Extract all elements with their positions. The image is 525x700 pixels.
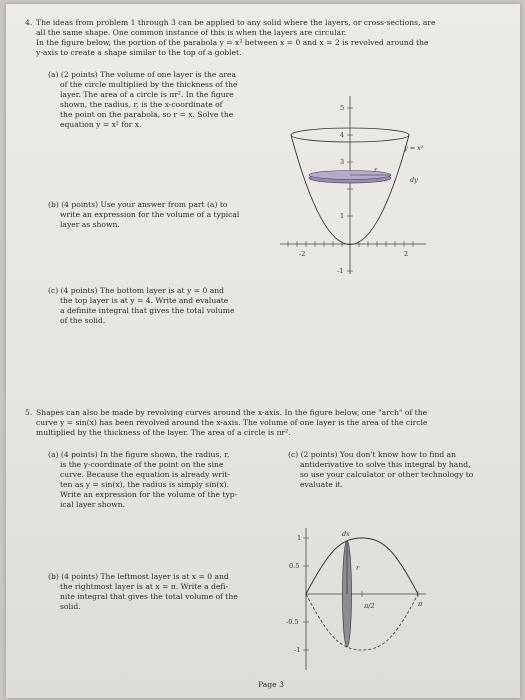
y-tick-label: -1	[294, 646, 301, 654]
sine-curve-upper	[306, 538, 418, 594]
problem-5-part-a-line: Write an expression for the volume of the typ-	[60, 490, 238, 499]
problem-5-part-c-line: so use your calculator or other technology to	[300, 470, 474, 479]
problem-4-intro-line: y-axis to create a shape similar to the top of a goblet.	[36, 48, 242, 57]
y-tick-label: -1	[337, 267, 344, 275]
radius-label: r	[356, 564, 360, 572]
x-tick-label: -2	[299, 250, 306, 258]
problem-5-intro-line: multiplied by the thickness of the layer. The area of a circle is πr².	[36, 428, 291, 437]
problem-4-part-b-line: (b) (4 points) Use your answer from part (a) to	[48, 200, 228, 209]
problem-5-part-c-line: (c) (2 points) You don't know how to find an	[288, 450, 457, 459]
problem-4-part-c-line: the top layer is at y = 4. Write and evaluate	[60, 296, 229, 305]
problem-5-part-a-line: curve. Because the equation is already writ-	[60, 470, 231, 479]
x-tick-label: π/2	[364, 602, 375, 610]
problem-5-part-b-line: solid.	[60, 602, 81, 611]
y-tick-label: 0.5	[289, 562, 300, 570]
problem-4-part-a-line: (a) (2 points) The volume of one layer is the area	[48, 70, 237, 79]
problem-4-part-a-line: equation y = x² for x.	[60, 120, 142, 129]
curve-label: y = x²	[404, 144, 424, 152]
problem-4-intro-line: The ideas from problem 1 through 3 can be applied to any solid where the layers, or cross-sections, are	[36, 18, 436, 27]
problem-4-intro-line: In the figure below, the portion of the parabola y = x² between x = 0 and x = 2 is revolved around the	[36, 38, 429, 47]
page-number: Page 3	[258, 680, 284, 689]
problem-5-part-b-line: nite integral that gives the total volume of the	[60, 592, 238, 601]
y-tick-label: -0.5	[286, 618, 299, 626]
problem-4-part-b-line: layer as shown.	[60, 220, 120, 229]
problem-5-number: 5.	[25, 408, 33, 417]
radius-label: r	[374, 166, 378, 174]
problem-5-part-b-line: the rightmost layer is at x = π. Write a defi-	[60, 582, 229, 591]
problem-4-part-a-line: layer. The area of a circle is πr². In the figure	[60, 90, 234, 99]
problem-5-part-a-line: ten as y = sin(x), the radius is simply sin(x).	[60, 480, 230, 489]
problem-4-intro-line: all the same shape. One common instance of this is when the layers are circular.	[36, 28, 347, 37]
sine-curve-lower	[306, 594, 418, 650]
y-tick-label: 1	[340, 212, 345, 220]
problem-4-number: 4.	[25, 18, 33, 27]
problem-4-part-a-line: of the circle multiplied by the thickness of the	[60, 80, 238, 89]
problem-4-part-a-line: shown, the radius, r, is the x-coordinate of	[60, 100, 223, 109]
problem-5-part-c-line: antiderivative to solve this integral by hand,	[300, 460, 471, 469]
problem-5-part-b-line: (b) (4 points) The leftmost layer is at x = 0 and	[48, 572, 229, 581]
problem-5-part-c-line: evaluate it.	[300, 480, 344, 489]
thickness-label: dy	[410, 176, 418, 184]
worksheet-page	[6, 4, 520, 698]
problem-4-part-c-line: of the solid.	[60, 316, 106, 325]
problem-4-part-a-line: the point on the parabola, so r = x. Solve the	[60, 110, 234, 119]
problem-4-part-c-line: a definite integral that gives the total volume	[60, 306, 235, 315]
sine-solid-figure	[6, 4, 520, 698]
problem-4-part-b-line: write an expression for the volume of a typical	[60, 210, 240, 219]
problem-5-part-a-line: is the y-coordinate of the point on the sine	[60, 460, 224, 469]
x-tick-label: 2	[404, 250, 409, 258]
x-tick-label: π	[418, 600, 423, 608]
y-tick-label: 4	[340, 131, 345, 139]
thickness-label: dx	[342, 530, 350, 538]
problem-4-part-c-line: (c) (4 points) The bottom layer is at y = 0 and	[48, 286, 224, 295]
problem-5-part-a-line: (a) (4 points) In the figure shown, the radius, r,	[48, 450, 230, 459]
problem-5-intro-line: curve y = sin(x) has been revolved around the x-axis. The volume of one layer is the area of the circle	[36, 418, 428, 427]
y-tick-label: 1	[297, 534, 302, 542]
problem-5-part-a-line: ical layer shown.	[60, 500, 125, 509]
y-tick-label: 5	[340, 104, 345, 112]
problem-5-intro-line: Shapes can also be made by revolving curves around the x-axis. In the figure below, one "arch" of the	[36, 408, 428, 417]
y-tick-label: 3	[340, 158, 345, 166]
